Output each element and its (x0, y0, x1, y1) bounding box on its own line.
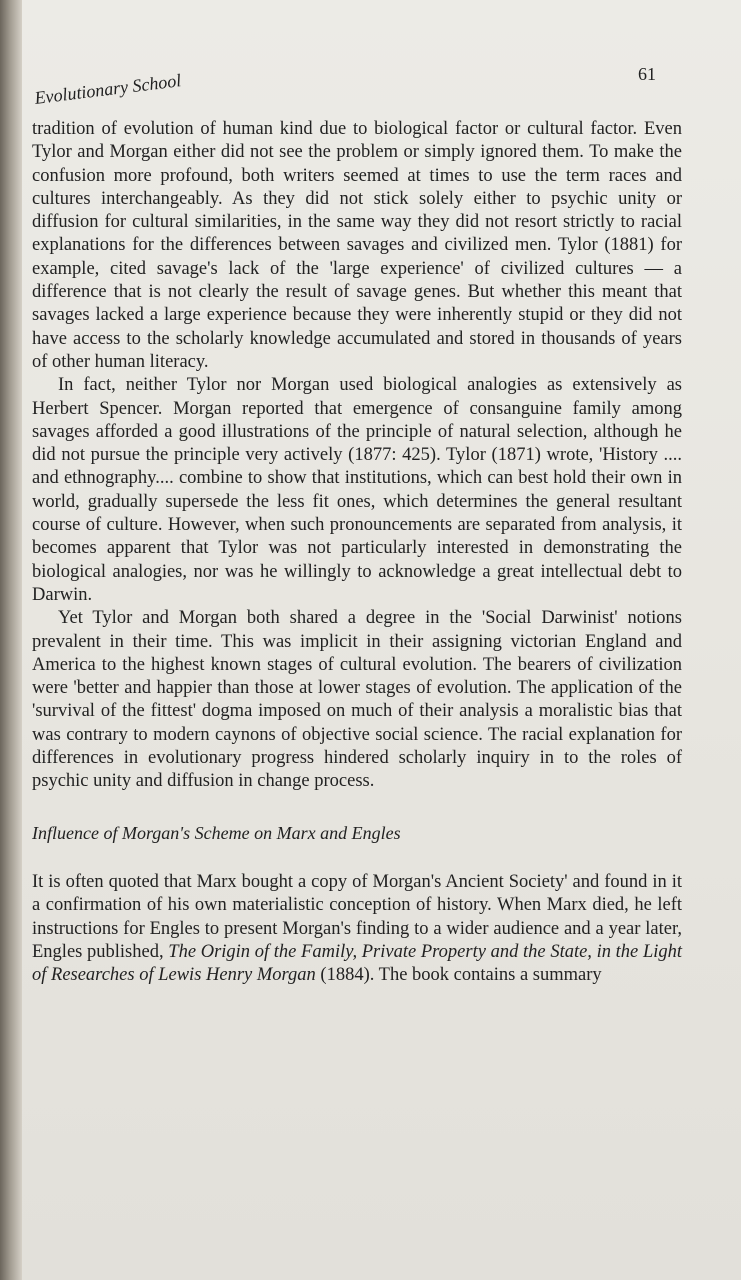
paragraph-4-tail: (1884). The book contains a summary (320, 965, 602, 986)
section-heading: Influence of Morgan's Scheme on Marx and Engles (32, 822, 401, 843)
running-head: Evolutionary School (33, 70, 183, 109)
paragraph-2: In fact, neither Tylor nor Morgan used biological analogies as extensively as Herbert Spencer. Morgan reported that emergence of consanguine family among savages afforded a good illustrations of the principle of natural selection, although he did not pursue the principle very actively (1877: 425). Tylor (1871) wrote, 'History .... and ethnography.... combine to show that institutions, which can best hold their own in world, gradually supersede the less fit ones, which determines the general resultant course of culture. However, when such pronouncements are separated from analysis, it becomes apparent that Tylor was not particularly interested in demonstrating the biological analogies, nor was he willingly to acknowledge a great intellectual debt to Darwin. (32, 375, 682, 605)
book-page (22, 0, 741, 1280)
paragraph-3: Yet Tylor and Morgan both shared a degree in the 'Social Darwinist' notions prevalent in their time. This was implicit in their assigning victorian England and America to the highest known stages of cultural evolution. The bearers of civilization were 'better and happier than those at lower stages of evolution. The application of the 'survival of the fittest' dogma imposed on much of their analysis a moralistic bias that was contrary to modern caynons of objective social science. The racial explanation for differences in evolutionary progress hindered scholarly inquiry in to the roles of psychic unity and diffusion in change process. (32, 608, 682, 792)
page-number: 61 (638, 64, 656, 84)
paragraph-1: tradition of evolution of human kind due to biological factor or cultural factor. Even Tylor and Morgan either did not see the problem or simply ignored them. To make the confusion more profound, both writers seemed at times to use the term races and cultures interchangeably. As they did not stick solely either to psychic unity or diffusion for cultural similarities, in the same way they did not resort strictly to racial explanations for the differences between savages and civilized men. Tylor (1881) for example, cited savage's lack of the 'large experience' of civilized cultures — a difference that is not clearly the result of savage genes. But whether this meant that savages lacked a large experience because they were inherently stupid or they did not have access to the scholarly knowledge accumulated and stored in thousands of years of other human literacy. (32, 119, 682, 372)
body-text (32, 118, 682, 987)
paragraph-4 (32, 871, 682, 987)
paragraph-4-lead: It is often quoted that Marx bought a copy of Morgan's Ancient Society' and found in it a confirmation of his own materialistic conception of history. When Marx died, he left instructions for Engles to present Morgan's finding to a wider audience and a year later, Engles published, (32, 871, 682, 962)
book-title: The Origin of the Family, Private Property and the State, in the Light of Researches of Lewis Henry Morgan (32, 941, 683, 986)
